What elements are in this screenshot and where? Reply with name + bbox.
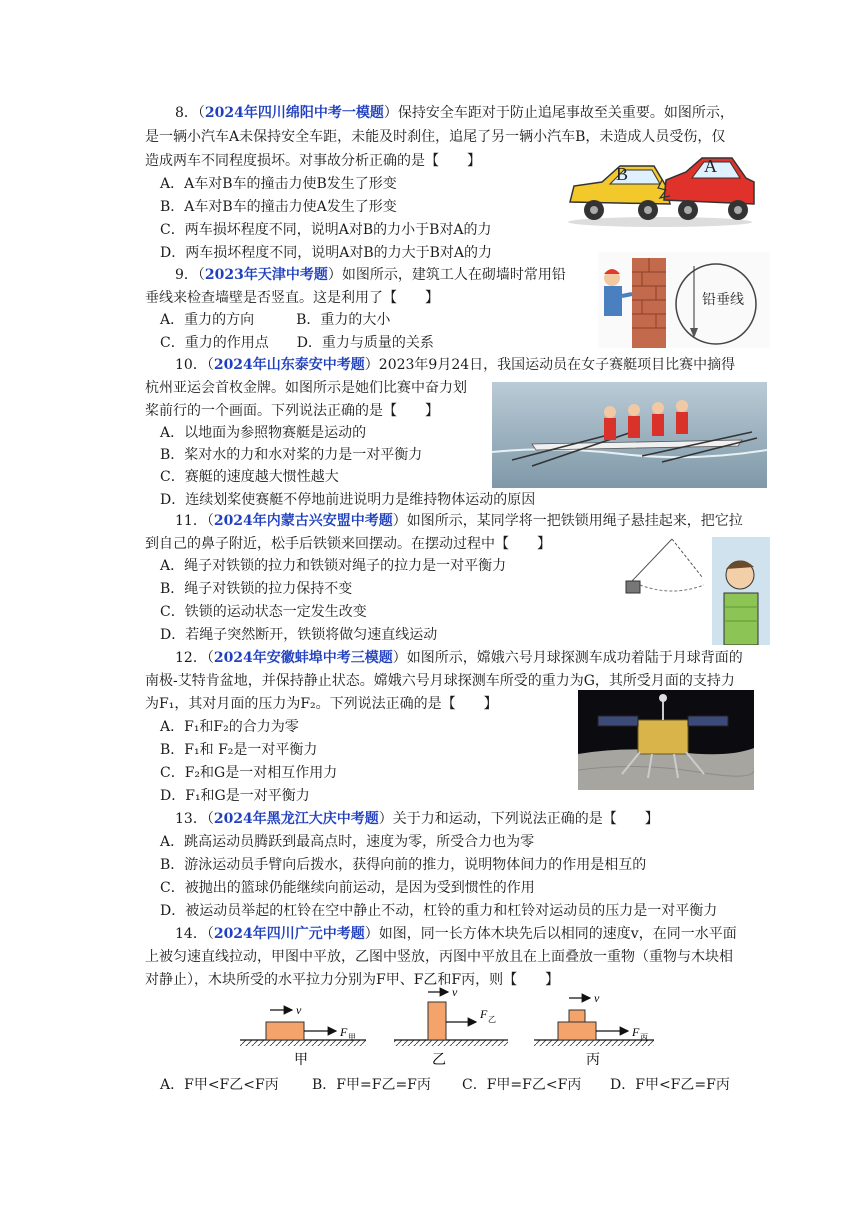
q10-line-2: 杭州亚运会首枚金牌。如图所示是她们比赛中奋力划 — [145, 380, 467, 396]
caption-bing: 丙 — [586, 1053, 600, 1068]
panel-jia — [240, 1003, 366, 1068]
q11-option-c: C．铁锁的运动状态一定发生改变 — [160, 604, 367, 620]
q12-source: 2024年安徽蚌埠中考三模题 — [213, 650, 393, 666]
q12-option-c: C．F₂和G是一对相互作用力 — [160, 765, 338, 781]
car-a-label: A — [704, 156, 717, 176]
q11-option-a: A．绳子对铁锁的拉力和铁锁对绳子的拉力是一对平衡力 — [160, 558, 507, 574]
force-sub-yi: 乙 — [488, 1015, 496, 1024]
q14-option-b: B．F甲=F乙=F丙 — [312, 1077, 431, 1093]
lunar-rover-photo — [578, 690, 754, 790]
q9-option-ab: A．重力的方向 B．重力的大小 — [160, 312, 391, 328]
q10-option-b: B．桨对水的力和水对桨的力是一对平衡力 — [160, 447, 423, 463]
q14-option-d: D．F甲<F乙=F丙 — [610, 1077, 730, 1093]
q11-source: 2024年内蒙古兴安盟中考题 — [213, 513, 393, 529]
q8-line-3: 造成两车不同程度损坏。对事故分析正确的是【 】 — [145, 153, 481, 169]
q8-option-a: A．A车对B车的撞击力使B发生了形变 — [160, 176, 397, 192]
q12-line-1: 12．（2024年安徽蚌埠中考三模题）如图所示，嫦娥六号月球探测车成功着陆于月球背面的 — [175, 650, 743, 666]
q8-option-b: B．A车对B车的撞击力使A发生了形变 — [160, 199, 397, 215]
force-label-jia: F — [340, 1025, 348, 1039]
block-pull-figure — [236, 984, 658, 1072]
force-label-yi: F — [480, 1007, 488, 1021]
q12-option-b: B．F₁和 F₂是一对平衡力 — [160, 742, 318, 758]
q13-option-a: A．跳高运动员腾跃到最高点时，速度为零，所受合力也为零 — [160, 834, 535, 850]
q13-line-1: 13．（2024年黑龙江大庆中考题）关于力和运动，下列说法正确的是【 】 — [175, 811, 659, 827]
q8-line-1: 8．（2024年四川绵阳中考一模题）保持安全车距对于防止追尾事故至关重要。如图所示， — [175, 105, 734, 121]
q11-option-b: B．绳子对铁锁的拉力保持不变 — [160, 581, 353, 597]
q10-option-c: C．赛艇的速度越大惯性越大 — [160, 469, 339, 485]
q8-option-d: D．两车损坏程度不同，说明A对B的力大于B对A的力 — [160, 245, 493, 261]
velocity-label-yi: v — [452, 985, 458, 999]
panel-bing — [534, 991, 654, 1068]
q8-source: 2024年四川绵阳中考一模题 — [204, 105, 384, 121]
q14-option-c: C．F甲=F乙<F丙 — [462, 1077, 582, 1093]
q14-line-2: 上被匀速直线拉动，甲图中平放，乙图中竖放，丙图中平放且在上面叠放一重物（重物与木块相 — [145, 949, 733, 965]
q9-option-cd: C．重力的作用点 D．重力与质量的关系 — [160, 335, 434, 351]
q12-option-d: D．F₁和G是一对平衡力 — [160, 788, 310, 804]
q13-source: 2024年黑龙江大庆中考题 — [213, 811, 379, 827]
force-sub-bing: 丙 — [640, 1033, 648, 1042]
q14-line-3: 对静止），木块所受的水平拉力分别为F甲、F乙和F丙，则【 】 — [145, 972, 560, 988]
q11-option-d: D．若绳子突然断开，铁锁将做匀速直线运动 — [160, 627, 438, 643]
q14-source: 2024年四川广元中考题 — [213, 926, 365, 942]
rowing-photo — [492, 382, 767, 488]
q10-line-1: 10．（2024年山东泰安中考题）2023年9月24日，我国运动员在女子赛艇项目比赛中摘得 — [175, 357, 736, 373]
pendulum-lock-figure — [612, 537, 770, 645]
caption-yi: 乙 — [432, 1053, 446, 1068]
car-b-label: B — [616, 164, 629, 184]
q10-line-3: 桨前行的一个画面。下列说法正确的是【 】 — [145, 403, 439, 419]
q13-option-c: C．被抛出的篮球仍能继续向前运动，是因为受到惯性的作用 — [160, 880, 535, 896]
q12-line-3: 为F₁，其对月面的压力为F₂。下列说法正确的是【 】 — [145, 696, 498, 712]
plumb-line-label: 铅垂线 — [702, 293, 744, 308]
q9-line-1: 9．（2023年天津中考题）如图所示，建筑工人在砌墙时常用铅 — [175, 267, 566, 283]
force-sub-jia: 甲 — [348, 1033, 356, 1042]
q8-line-2: 是一辆小汽车A未保持安全车距，未能及时刹住，追尾了另一辆小汽车B，未造成人员受伤，仅 — [145, 129, 726, 145]
q9-line-2: 垂线来检查墙壁是否竖直。这是利用了【 】 — [145, 290, 439, 306]
q9-source: 2023年天津中考题 — [204, 267, 328, 283]
q11-line-1: 11．（2024年内蒙古兴安盟中考题）如图所示，某同学将一把铁锁用绳子悬挂起来，把它拉 — [175, 513, 743, 529]
q8-option-c: C．两车损坏程度不同，说明A对B的力小于B对A的力 — [160, 222, 492, 238]
car-collision-figure — [562, 150, 758, 230]
q10-option-a: A．以地面为参照物赛艇是运动的 — [160, 425, 367, 441]
q12-line-2: 南极-艾特肯盆地，并保持静止状态。嫦娥六号月球探测车所受的重力为G，其所受月面的支持力 — [145, 673, 735, 689]
caption-jia: 甲 — [294, 1053, 308, 1068]
force-label-bing: F — [632, 1025, 640, 1039]
plumb-line-figure — [598, 252, 770, 348]
q10-option-d: D．连续划桨使赛艇不停地前进说明力是维持物体运动的原因 — [160, 492, 536, 508]
q10-source: 2024年山东泰安中考题 — [213, 357, 365, 373]
q11-line-2: 到自己的鼻子附近，松手后铁锁来回摆动。在摆动过程中【 】 — [145, 536, 551, 552]
velocity-label-bing: v — [594, 991, 600, 1005]
q13-option-b: B．游泳运动员手臂向后拨水，获得向前的推力，说明物体间力的作用是相互的 — [160, 857, 647, 873]
panel-yi — [394, 985, 508, 1068]
q13-option-d: D．被运动员举起的杠铃在空中静止不动，杠铃的重力和杠铃对运动员的压力是一对平衡力 — [160, 903, 718, 919]
q14-line-1: 14．（2024年四川广元中考题）如图，同一长方体木块先后以相同的速度v，在同一水平面 — [175, 926, 737, 942]
velocity-label-jia: v — [296, 1003, 302, 1017]
q12-option-a: A．F₁和F₂的合力为零 — [160, 719, 299, 735]
q14-option-a: A．F甲<F乙<F丙 — [160, 1077, 279, 1093]
